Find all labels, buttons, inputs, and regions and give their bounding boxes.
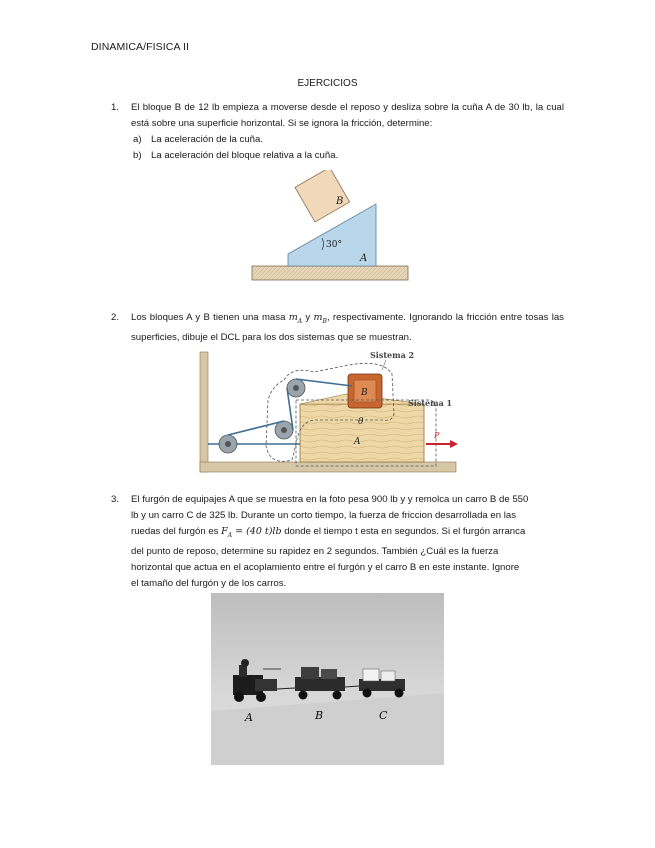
exercise-1-item-a: a) La aceleración de la cuña. xyxy=(133,134,264,145)
exercise-line: ruedas del furgón es $F_A = (40$ t)lb donde el tiempo t esta en segundos. Si el furgón arranca xyxy=(131,526,526,539)
block-b-label: B xyxy=(361,388,368,398)
pulley-system-figure xyxy=(196,348,460,474)
exercise-1-item-b: b) La aceleración del bloque relativa a la cuña. xyxy=(133,150,339,161)
exercise-2 xyxy=(111,310,564,346)
exercise-line: del punto de reposo, determine su rapidez en 2 segundos. También ¿Cuál es la fuerza xyxy=(131,545,499,557)
label-b: B xyxy=(315,709,324,722)
force-label: P xyxy=(434,431,440,440)
exercise-line: lb y un carro C de 325 lb. Durante un corto tiempo, la fuerza de friccion desarrollada en las xyxy=(131,510,517,521)
page-title: EJERCICIOS xyxy=(297,78,358,89)
wall xyxy=(200,352,208,472)
exercise-number: 1. xyxy=(111,102,120,113)
ground xyxy=(252,266,408,280)
system-1-label: Sistema 1 xyxy=(408,398,453,408)
friction-formula: $F_A = (40$ t)lb xyxy=(221,526,282,539)
exercise-line: el tamaño del furgón y de los carros. xyxy=(131,577,287,589)
exercise-3 xyxy=(111,492,564,592)
system-2-label: Sistema 2 xyxy=(370,350,415,360)
exercise-text: Los bloques A y B tienen una masa $m_A$ y $m_B$, respectivamente. Ignorando la fricción entre tosas las superficies, dibuje el DCL para los dos sistemas que se muestran. xyxy=(131,312,564,343)
block-a-label: A xyxy=(354,437,361,447)
wedge-a-label: A xyxy=(360,253,368,264)
exercise-number: 3. xyxy=(111,494,120,505)
angle-label: 30° xyxy=(326,240,342,250)
wedge-a xyxy=(300,404,424,462)
exercise-text: El bloque B de 12 lb empieza a moverse desde el reposo y desliza sobre la cuña A de 30 lb, la cual está sobre una superficie horizontal. Si se ignora la fricción, determine: xyxy=(131,102,564,129)
mass-a: $m_A$ xyxy=(288,312,303,325)
exercise-line: horizontal que actua en el acoplamiento entre el furgón y el carro B en este instante. Ignore xyxy=(131,561,520,573)
exercise-1 xyxy=(111,100,564,132)
block-b-label: B xyxy=(336,196,344,207)
wedge-block-figure xyxy=(250,170,410,282)
label-a: A xyxy=(245,711,253,724)
label-c: C xyxy=(379,709,388,722)
page-header: DINAMICA/FISICA II xyxy=(91,41,190,53)
mass-b: $m_B$ xyxy=(313,312,327,325)
theta-label: θ xyxy=(358,417,364,427)
baggage-truck-photo xyxy=(211,593,444,765)
exercise-number: 2. xyxy=(111,312,120,323)
exercise-line: El furgón de equipajes A que se muestra en la foto pesa 900 lb y y remolca un carro B de 550 xyxy=(131,494,529,505)
floor xyxy=(200,462,456,472)
